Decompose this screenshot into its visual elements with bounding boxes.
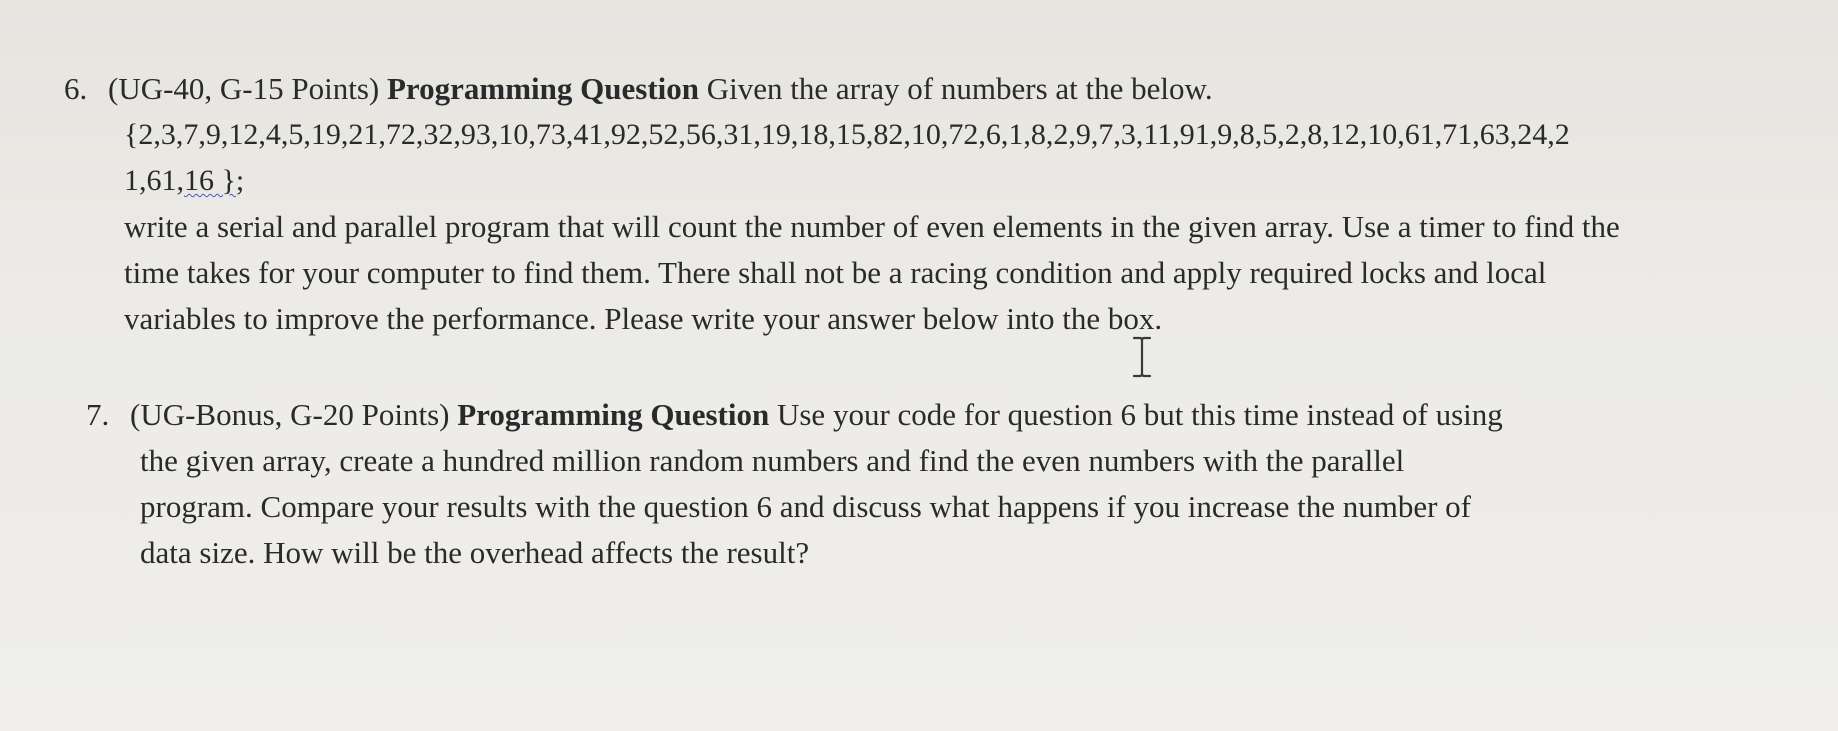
question-6-heading: Programming Question: [387, 71, 699, 106]
array-line-2-end: ;: [235, 164, 245, 197]
array-line-2-start: 1,61,: [124, 164, 184, 197]
question-6-body-line-3: variables to improve the performance. Please write your answer below into the box.: [124, 301, 1163, 336]
question-7-title-line: [86, 392, 1806, 438]
question-6-array-line-1: {2,3,7,9,12,4,5,19,21,72,32,93,10,73,41,92,52,56,31,19,18,15,82,10,72,6,1,8,2,9,7,3,11,91,9,8,5,2,8,12,10,61,71,63,24,2: [124, 118, 1570, 151]
question-6-points: (UG-40, G-15 Points): [108, 71, 380, 106]
question-6-title-line: [64, 66, 1804, 112]
question-7-number: 7.: [86, 397, 110, 432]
question-6-intro: Given the array of numbers at the below.: [706, 71, 1213, 106]
question-6-number: 6.: [64, 71, 88, 106]
array-line-2-underlined: 16 }: [184, 164, 236, 197]
question-6-body-line-1: write a serial and parallel program that will count the number of even elements in the given array. Use a timer to find the: [124, 209, 1620, 244]
question-7-heading: Programming Question: [457, 397, 770, 432]
question-7-body-line-2: program. Compare your results with the question 6 and discuss what happens if you increase the number of: [140, 489, 1471, 524]
question-6-body-line-2: time takes for your computer to find them. There shall not be a racing condition and apply required locks and local: [124, 255, 1547, 290]
question-7: [86, 392, 1806, 576]
question-6: [64, 66, 1804, 342]
question-7-first-line-rest: Use your code for question 6 but this time instead of using: [776, 397, 1503, 432]
question-7-body-line-3: data size. How will be the overhead affects the result?: [140, 535, 810, 570]
question-7-points: (UG-Bonus, G-20 Points): [130, 397, 450, 432]
text-cursor-icon: [1131, 335, 1153, 379]
question-6-array-line-2: [64, 158, 1804, 204]
question-7-body-line-1: the given array, create a hundred million random numbers and find the even numbers with the parallel: [140, 443, 1405, 478]
